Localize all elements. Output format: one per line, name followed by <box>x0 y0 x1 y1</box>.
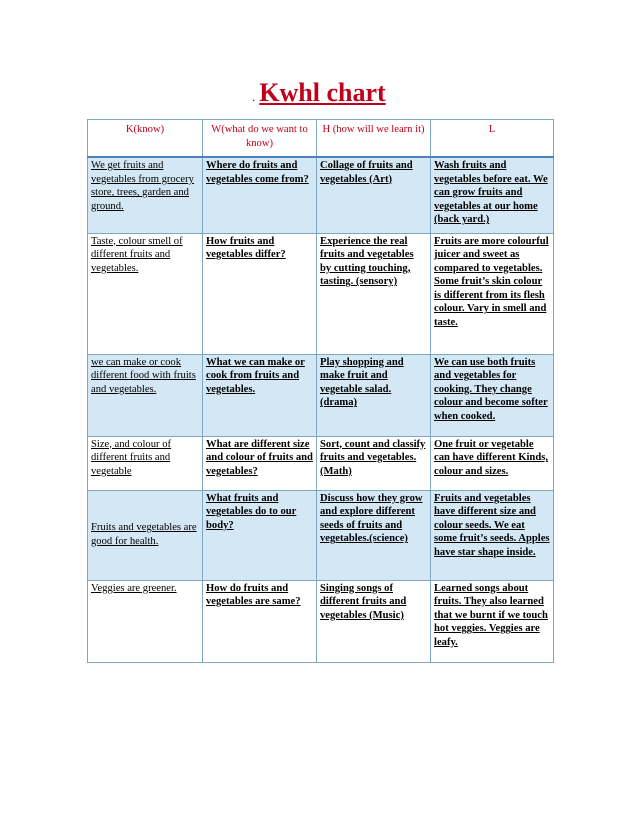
cell-how: Experience the real fruits and vegetables by cutting touching, tasting. (sensory) <box>317 233 431 354</box>
table-row <box>88 490 554 580</box>
header-w: W(what do we want to know) <box>203 120 317 158</box>
cell-learned: Fruits and vegetables have different size and colour seeds. We eat some fruit’s seeds. Apples have star shape inside. <box>431 490 554 580</box>
cell-learned: Learned songs about fruits. They also learned that we burnt if we touch hot veggies. Veggies are leafy. <box>431 580 554 662</box>
cell-know: Taste, colour smell of different fruits and vegetables. <box>88 233 203 354</box>
cell-learned: We can use both fruits and vegetables for cooking. They change colour and become softer when cooked. <box>431 354 554 436</box>
cell-how: Collage of fruits and vegetables (Art) <box>317 157 431 233</box>
header-l: L <box>431 120 554 158</box>
cell-want: What we can make or cook from fruits and vegetables. <box>203 354 317 436</box>
cell-want: What are different size and colour of fruits and vegetables? <box>203 436 317 490</box>
cell-learned: Wash fruits and vegetables before eat. We can grow fruits and vegetables at our home (back yard.) <box>431 157 554 233</box>
table-row <box>88 233 554 354</box>
cell-want: How fruits and vegetables differ? <box>203 233 317 354</box>
page-title <box>0 78 638 108</box>
chart-title: Kwhl chart <box>259 78 386 107</box>
cell-know: Fruits and vegetables are good for health. <box>88 490 203 580</box>
cell-know: We get fruits and vegetables from grocery store, trees, garden and ground. <box>88 157 203 233</box>
cell-know: we can make or cook different food with fruits and vegetables. <box>88 354 203 436</box>
header-h: H (how will we learn it) <box>317 120 431 158</box>
kwhl-table <box>87 119 554 663</box>
cell-want: Where do fruits and vegetables come from? <box>203 157 317 233</box>
table-row <box>88 354 554 436</box>
title-dot: . <box>252 90 256 104</box>
cell-know: Size, and colour of different fruits and vegetable <box>88 436 203 490</box>
cell-learned: One fruit or vegetable can have different Kinds, colour and sizes. <box>431 436 554 490</box>
table-row <box>88 580 554 662</box>
cell-how: Singing songs of different fruits and vegetables (Music) <box>317 580 431 662</box>
table-row <box>88 436 554 490</box>
header-k: K(know) <box>88 120 203 158</box>
header-row <box>88 120 554 158</box>
cell-want: What fruits and vegetables do to our body? <box>203 490 317 580</box>
cell-how: Discuss how they grow and explore different seeds of fruits and vegetables.(science) <box>317 490 431 580</box>
cell-learned: Fruits are more colourful juicer and sweet as compared to vegetables. Some fruit’s skin colour is different from its flesh colour. Vary in smell and taste. <box>431 233 554 354</box>
cell-how: Play shopping and make fruit and vegetable salad. (drama) <box>317 354 431 436</box>
cell-know: Veggies are greener. <box>88 580 203 662</box>
cell-want: How do fruits and vegetables are same? <box>203 580 317 662</box>
table-row <box>88 157 554 233</box>
cell-how: Sort, count and classify fruits and vegetables. (Math) <box>317 436 431 490</box>
